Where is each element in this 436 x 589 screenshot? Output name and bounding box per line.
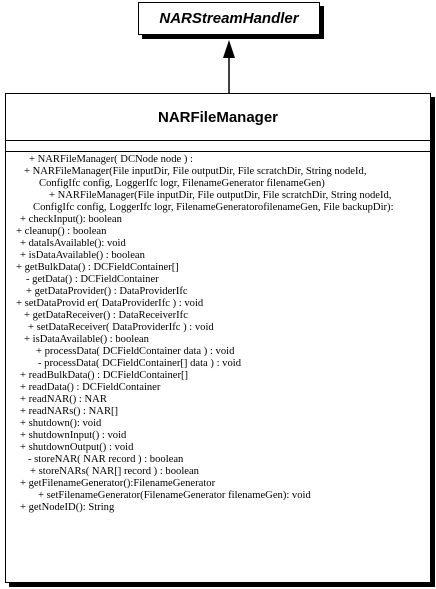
operation-line: ConfigIfc config, LoggerIfc logr, FilenameGeneratorofilenameGen, File backupDir):: [33, 202, 394, 213]
operation-line: + isDataAvailable() : boolean: [24, 334, 149, 345]
operation-line: ConfigIfc config, LoggerIfc logr, FilenameGenerator filenameGen): [39, 178, 325, 189]
operation-line: + getNodeID(): String: [20, 502, 115, 513]
operations-compartment: [6, 152, 430, 582]
operation-line: + NARFileManager( DCNode node ) :: [29, 154, 193, 165]
operation-line: + setDataProvid er( DataProviderIfc ) : void: [16, 298, 204, 309]
operation-line: + shutdownOutput() : void: [20, 442, 134, 453]
operation-line: + readBulkData() : DCFieldContainer[]: [20, 370, 189, 381]
operation-line: + NARFileManager(File inputDir, File outputDir, File scratchDir, String nodeId,: [49, 190, 392, 201]
operation-line: + cleanup() : boolean: [16, 226, 107, 237]
operation-line: - storeNAR( NAR record ) : boolean: [28, 454, 184, 465]
operation-line: + isDataAvailable() : boolean: [20, 250, 145, 261]
operation-line: + checkInput(): boolean: [20, 214, 122, 225]
operation-line: + getBulkData() : DCFieldContainer[]: [16, 262, 179, 273]
operation-line: + processData( DCFieldContainer data ) : void: [36, 346, 235, 357]
parent-class-box: [138, 2, 320, 35]
operation-line: + NARFileManager(File inputDir, File outputDir, File scratchDir, String nodeId,: [24, 166, 367, 177]
class-name: NARFileManager: [157, 108, 279, 126]
parent-class-name: NARStreamHandler: [159, 10, 299, 27]
operation-line: - processData( DCFieldContainer[] data ) : void: [38, 358, 241, 369]
operation-line: + getDataReceiver() : DataReceiverIfc: [24, 310, 188, 321]
operation-line: - getData() : DCFieldContainer: [26, 274, 159, 285]
operation-line: + setFilenameGenerator(FilenameGenerator filenameGen): void: [38, 490, 311, 501]
attributes-compartment: [6, 140, 430, 152]
operation-line: + readNARs() : NAR[]: [20, 406, 119, 417]
operation-line: + shutdownInput() : void: [20, 430, 127, 441]
operation-line: + storeNARs( NAR[] record ) : boolean: [30, 466, 199, 477]
operation-line: + getDataProvider() : DataProviderIfc: [26, 286, 188, 297]
operation-line: + dataIsAvailable(): void: [20, 238, 126, 249]
operation-line: + readData() : DCFieldContainer: [20, 382, 161, 393]
class-name-compartment: [6, 94, 430, 141]
operation-line: + getFilenameGenerator():FilenameGenerator: [20, 478, 216, 489]
operation-line: + shutdown(): void: [20, 418, 102, 429]
inheritance-arrowhead-icon: [223, 40, 235, 58]
class-box: [5, 93, 431, 583]
operation-line: + setDataReceiver( DataProviderIfc ) : void: [28, 322, 214, 333]
operation-line: + readNAR() : NAR: [20, 394, 107, 405]
